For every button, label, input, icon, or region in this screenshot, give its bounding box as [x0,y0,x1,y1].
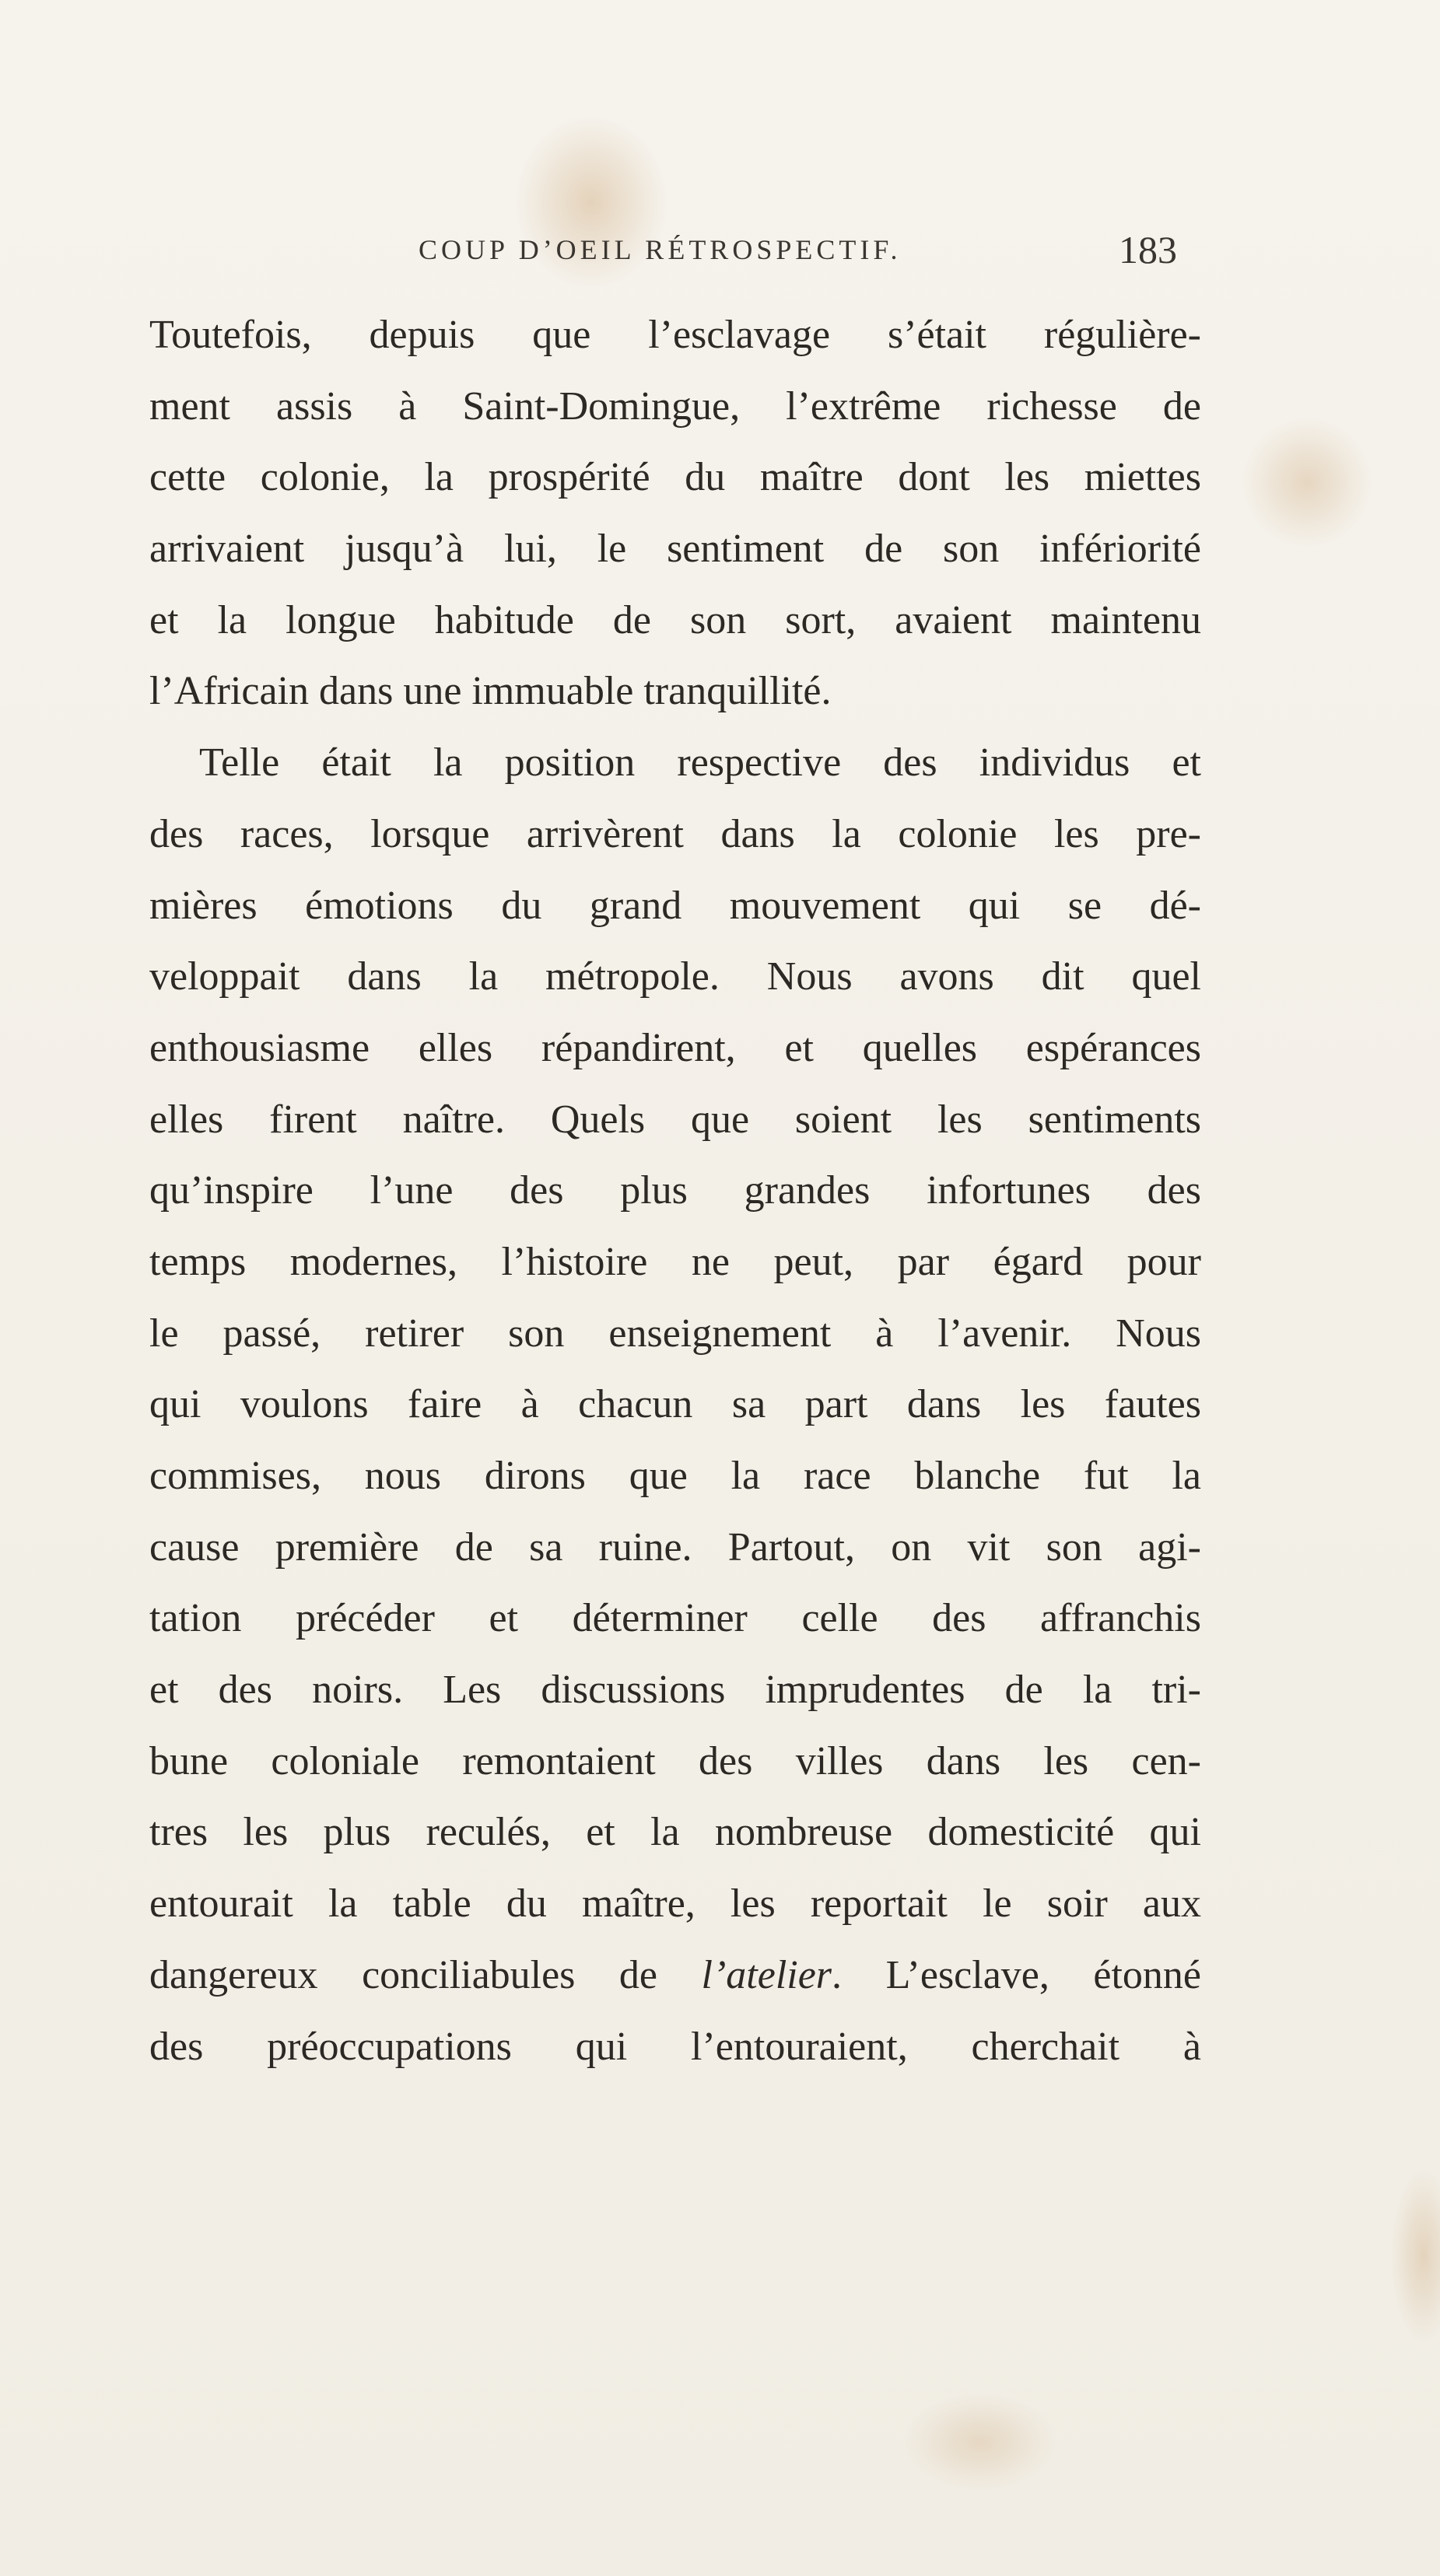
running-head [0,227,1440,289]
text-line: l’Africain dans une immuable tranquillité. [149,669,832,714]
text-line: des races, lorsque arrivèrent dans la colonie les pre- [149,811,1201,856]
text-line: et la longue habitude de son sort, avaient maintenu [149,597,1201,642]
text-line: tation précéder et déterminer celle des affranchis [149,1596,1201,1641]
text-line: cause première de sa ruine. Partout, on vit son agi- [149,1524,1201,1570]
text-line: le passé, retirer son enseignement à l’avenir. Nous [149,1311,1201,1356]
text-line: Toutefois, depuis que l’esclavage s’était régulière- [149,313,1201,357]
text-line: commises, nous dirons que la race blanche fut la [149,1454,1201,1498]
text-line: arrivaient jusqu’à lui, le sentiment de son infériorité [149,527,1201,572]
text-line: entourait la table du maître, les reportait le soir aux [149,1881,1201,1927]
text-line: et des noirs. Les discussions imprudentes de la tri- [149,1668,1201,1713]
text-segment: . L’esclave, étonné [832,1952,1201,1997]
text-line: qui voulons faire à chacun sa part dans les fautes [149,1382,1201,1427]
page-number: 183 [1119,228,1177,271]
text-line: ment assis à Saint-Domingue, l’extrême richesse de [149,383,1201,429]
text-line: elles firent naître. Quels que soient les sentiments [149,1097,1201,1142]
text-line-with-italic [149,1940,1201,2011]
paragraph-start-line: Telle était la position respective des individus et [199,740,1201,786]
text-segment: dangereux conciliabules de [149,1952,702,1997]
text-line: qu’inspire l’une des plus grandes infortunes des [149,1168,1201,1213]
text-line: des préoccupations qui l’entouraient, cherchait à [149,2024,1201,2069]
text-line: tres les plus reculés, et la nombreuse domesticité qui [149,1810,1201,1855]
text-line: cette colonie, la prospérité du maître dont les miettes [149,455,1201,500]
italic-term: l’atelier [701,1952,832,1997]
text-line: bune coloniale remontaient des villes dans les cen- [149,1738,1201,1783]
body-text [149,299,1201,2082]
text-line: enthousiasme elles répandirent, et quelles espérances [149,1025,1201,1070]
text-line: temps modernes, l’histoire ne peut, par égard pour [149,1239,1201,1284]
text-line: mières émotions du grand mouvement qui se dé- [149,883,1201,928]
text-line: veloppait dans la métropole. Nous avons dit quel [149,954,1201,999]
running-head-title: COUP D’OEIL RÉTROSPECTIF. [419,234,902,265]
